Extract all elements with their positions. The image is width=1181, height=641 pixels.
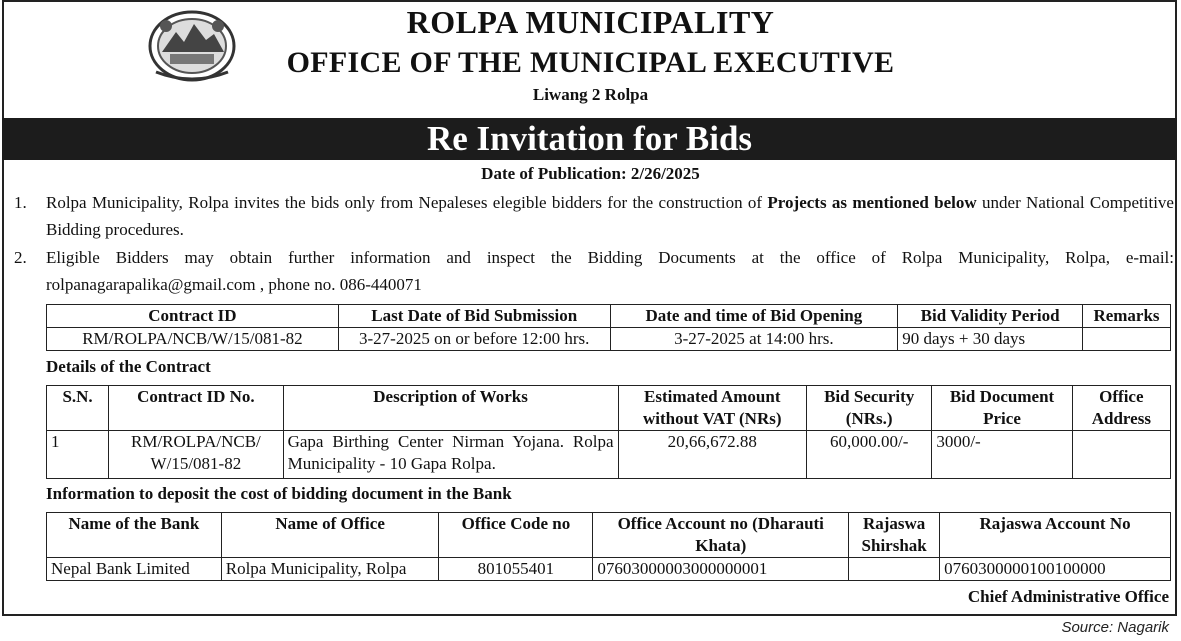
table-cell: 07603000003000000001: [593, 558, 849, 581]
table-cell: 20,66,672.88: [618, 431, 807, 479]
table-cell: 801055401: [439, 558, 593, 581]
table-header-cell: Rajaswa Account No: [940, 513, 1171, 558]
paragraph-number: 1.: [14, 193, 27, 212]
table-cell: 0760300000100100000: [940, 558, 1171, 581]
paragraph-text-part: Rolpa Municipality, Rolpa invites the bids only from Nepaleses elegible bidders for the construction of: [46, 193, 768, 212]
bank-section-title: Information to deposit the cost of bidding document in the Bank: [46, 484, 512, 503]
table-header-cell: Bid Security (NRs.): [807, 386, 932, 431]
table-cell: 3000/-: [932, 431, 1072, 479]
table-cell: Nepal Bank Limited: [47, 558, 222, 581]
table-cell: [1072, 431, 1170, 479]
paragraph-text: [46, 189, 1174, 243]
signatory: Chief Administrative Office: [967, 587, 1169, 606]
table-cell: 60,000.00/-: [807, 431, 932, 479]
table-header-cell: Name of the Bank: [47, 513, 222, 558]
contract-section-title: Details of the Contract: [46, 357, 211, 376]
publication-date: Date of Publication: 2/26/2025: [481, 164, 700, 183]
source-credit: Source: Nagarik: [1061, 619, 1169, 636]
table-header-cell: Office Code no: [439, 513, 593, 558]
table-header-cell: Remarks: [1083, 305, 1171, 328]
table-header-cell: Name of Office: [221, 513, 439, 558]
bid-schedule-table: [46, 304, 1171, 351]
table-header-cell: Rajaswa Shirshak: [849, 513, 940, 558]
office-name: OFFICE OF THE MUNICIPAL EXECUTIVE: [286, 46, 895, 79]
table-cell: RM/ROLPA/NCB/W/15/081-82: [47, 328, 339, 351]
table-header-cell: Office Address: [1072, 386, 1170, 431]
table-header-cell: Description of Works: [283, 386, 618, 431]
notice-title-banner: Re Invitation for Bids: [2, 118, 1177, 160]
table-header-row: [47, 513, 1171, 558]
municipality-name: ROLPA MUNICIPALITY: [406, 4, 775, 40]
table-cell: 90 days + 30 days: [898, 328, 1083, 351]
paragraph-text-part: under National Competitive Bidding procedures.: [46, 193, 1174, 239]
table-cell: RM/ROLPA/NCB/ W/15/081-82: [109, 431, 283, 479]
table-header-cell: Estimated Amount without VAT (NRs): [618, 386, 807, 431]
table-row: [47, 431, 1171, 479]
table-header-cell: Bid Document Price: [932, 386, 1072, 431]
table-cell: 3-27-2025 on or before 12:00 hrs.: [338, 328, 610, 351]
table-cell: [1083, 328, 1171, 351]
table-header-cell: Office Account no (Dharauti Khata): [593, 513, 849, 558]
table-cell: 1: [47, 431, 109, 479]
paragraph-2: [14, 244, 1174, 298]
paragraph-1: [14, 189, 1174, 243]
paragraph-emphasis: Projects as mentioned below: [767, 193, 977, 212]
table-header-cell: Date and time of Bid Opening: [610, 305, 898, 328]
paragraph-text: Eligible Bidders may obtain further information and inspect the Bidding Documents at the office of Rolpa Municipality, Rolpa, e-mail: rolpanagarapalika@gmail.com , phone no. 086-440071: [46, 248, 1174, 294]
table-row: [47, 558, 1171, 581]
table-cell: [849, 558, 940, 581]
paragraph-number: 2.: [14, 248, 27, 267]
table-header-cell: Bid Validity Period: [898, 305, 1083, 328]
table-cell: Gapa Birthing Center Nirman Yojana. Rolpa Municipality - 10 Gapa Rolpa.: [283, 431, 618, 479]
table-cell: 3-27-2025 at 14:00 hrs.: [610, 328, 898, 351]
table-header-row: [47, 386, 1171, 431]
table-header-cell: Contract ID No.: [109, 386, 283, 431]
table-row: [47, 328, 1171, 351]
table-header-cell: Last Date of Bid Submission: [338, 305, 610, 328]
table-header-cell: S.N.: [47, 386, 109, 431]
table-header-cell: Contract ID: [47, 305, 339, 328]
table-header-row: [47, 305, 1171, 328]
office-address: Liwang 2 Rolpa: [532, 85, 649, 104]
contract-details-table: [46, 385, 1171, 479]
bank-deposit-table: [46, 512, 1171, 581]
table-cell: Rolpa Municipality, Rolpa: [221, 558, 439, 581]
